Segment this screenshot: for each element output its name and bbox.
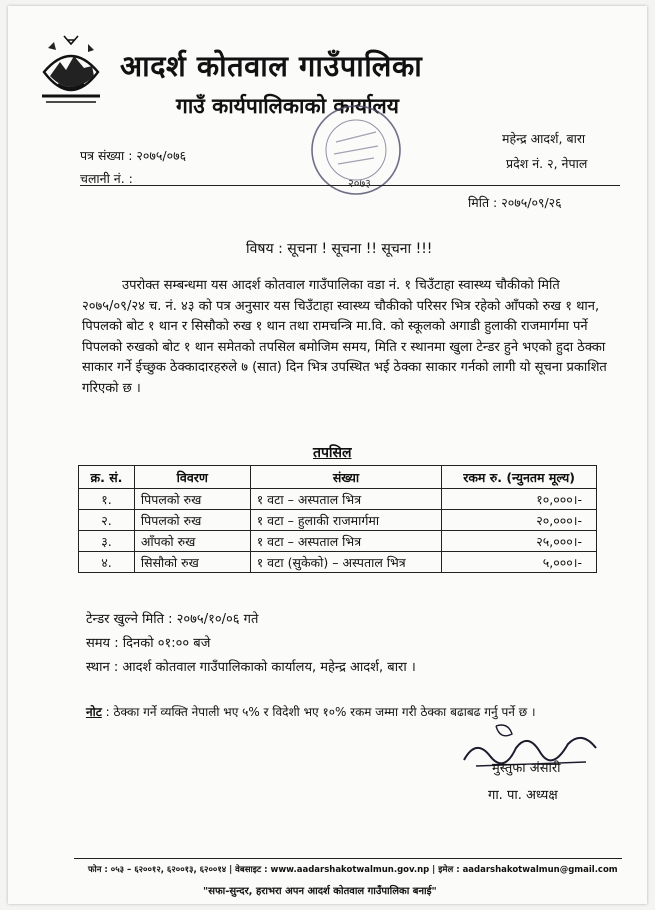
cell-amount: २०,०००।- [442,510,597,531]
table-row [79,552,597,573]
header-amount: रकम रु. (न्युनतम मूल्य) [442,466,597,489]
cell-serial: ४. [79,552,135,573]
notice-body-text: उपरोक्त सम्बन्धमा यस आदर्श कोतवाल गाउँपालिका वडा नं. १ चिउँटाहा स्वास्थ्य चौकीको मिति २०७५/०९/२४ च. नं. ४३ को पत्र अनुसार यस चिउँटाहा स्वास्थ्य चौकीको परिसर भित्र रहेको आँपको रुख १ थान, पिपलको बोट १ थान र सिसौको रुख १ थान तथा रामचन्त्रि मा.वि. को स्कूलको अगाडी हुलाकी राजमार्गमा पर्ने पिपलको रुखको बोट १ थान समेतको तपसिल बमोजिम समय, मिति र स्थानमा खुला टेन्डर हुने भएको हुदा ठेक्का साकार गर्ने ईच्छुक ठेक्कादारहरुले ७ (सात) दिन भित्र उपस्थित भई ठेक्का साकार गर्नको लागी यो सूचना प्रकाशित गरिएको छ । [82,278,607,396]
table-row [79,489,597,510]
footer-divider [74,858,622,859]
office-subtitle: गाउँ कार्यपालिकाको कार्यालय [176,94,399,118]
footer-slogan: "सफा-सुन्दर, हराभरा अपन आदर्श कोतवाल गाउँपालिका बनाई" [203,886,437,897]
tender-place: स्थान : आदर्श कोतवाल गाउँपालिकाको कार्यालय, महेन्द्र आदर्श, बारा । [86,660,416,675]
cell-amount: ५,०००।- [442,552,597,573]
municipality-title: आदर्श कोतवाल गाउँपालिका [120,49,423,83]
tender-items-table [78,465,597,573]
letter-page [8,6,647,904]
stamp-year: २०७३ [348,177,371,190]
cell-quantity: १ वटा – अस्पताल भित्र [250,531,442,552]
notice-body [82,276,612,400]
cell-quantity: १ वटा – हुलाकी राजमार्गमा [250,510,442,531]
note-text: : ठेक्का गर्ने व्यक्ति नेपाली भए ५% र विदेशी भए १०% रकम जम्मा गरी ठेक्का बढाबढ गर्नु पर्ने छ । [101,705,536,719]
cell-amount: २५,०००।- [442,531,597,552]
footer-contact: फोन : ०५३ – ६२००१२, ६२००१३, ६२००१४ | वेबसाइट : www.aadarshakotwalmun.gov.np | इमेल : aadarshakotwalmun@gmail.com [88,865,618,875]
government-emblem-logo [36,32,106,114]
dispatch-number: चलानी नं. : [80,171,133,186]
header-divider [80,185,620,186]
signatory-title: गा. पा. अध्यक्ष [488,788,558,803]
header-quantity: संख्या [250,466,442,489]
cell-serial: ३. [79,531,135,552]
cell-serial: १. [79,489,135,510]
header-serial: क्र. सं. [79,466,135,489]
subject-line: विषय : सूचना ! सूचना !! सूचना !!! [246,241,433,257]
cell-description: पिपलको रुख [134,489,250,510]
table-row [79,510,597,531]
signatory-name: मुस्तुफा अंसारी [492,761,561,776]
table-header-row [79,466,597,489]
letter-date: मिति : २०७५/०९/२६ [468,195,562,210]
header-description: विवरण [134,466,250,489]
cell-quantity: १ वटा (सुकेको) – अस्पताल भित्र [250,552,442,573]
table-title: तपसिल [313,445,352,461]
cell-description: आँपको रुख [134,531,250,552]
tender-time: समय : दिनको ०१:०० बजे [86,636,211,651]
table-row [79,531,597,552]
address-line2: प्रदेश नं. २, नेपाल [506,156,588,171]
cell-description: पिपलको रुख [134,510,250,531]
address-line1: महेन्द्र आदर्श, बारा [502,131,586,146]
note-label: नोट [86,705,102,719]
cell-amount: १०,०००।- [442,489,597,510]
cell-serial: २. [79,510,135,531]
reference-number: पत्र संख्या : २०७५/०७६ [80,148,187,163]
cell-quantity: १ वटा – अस्पताल भित्र [250,489,442,510]
tender-date: टेन्डर खुल्ने मिति : २०७५/१०/०६ गते [86,612,259,627]
cell-description: सिसौको रुख [134,552,250,573]
